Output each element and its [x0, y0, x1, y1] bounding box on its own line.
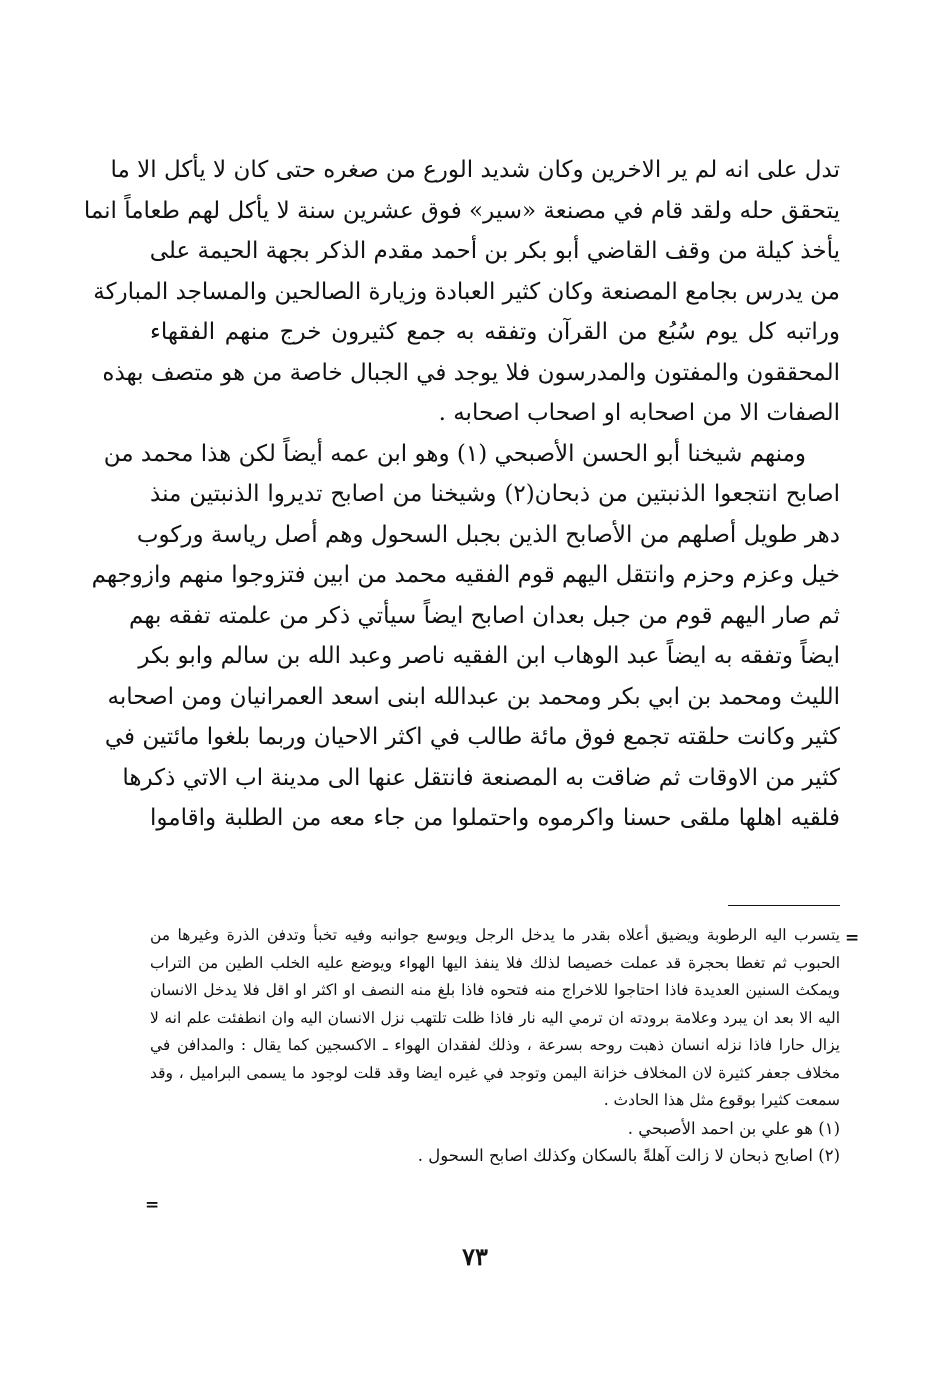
- footnote-1: (١) هو علي بن احمد الأصبحي .: [627, 1118, 840, 1138]
- text-line: دهر طويل أصلهم من الأصابح الذين بجبل السحول وهم أصل رياسة وركوب: [136, 521, 840, 548]
- text-line: اصابح انتجعوا الذنبتين من ذبحان(٢) وشيخنا من اصابح تديروا الذنبتين منذ: [150, 481, 840, 507]
- footnote-line: سمعت كثيرا بوقوع مثل هذا الحادث .: [603, 1091, 840, 1109]
- text-line: كثير وكانت حلقته تجمع فوق مائة طالب في اكثر الاحيان وربما بلغوا مائتين في: [104, 724, 840, 750]
- text-line: كثير من الاوقات ثم ضاقت به المصنعة فانتقل عنها الى مدينة اب الاتي ذكرها: [122, 764, 840, 791]
- footnotes-block: [150, 922, 840, 1170]
- footnote-line: يتسرب اليه الرطوبة ويضيق أعلاه بقدر ما يدخل الرجل ويوسع جوانبه وفيه تخبأ وتدفن الذرة وغيرها من: [150, 926, 840, 944]
- text-line: من يدرس بجامع المصنعة وكان كثير العبادة وزيارة الصالحين والمساجد المباركة: [93, 278, 840, 305]
- footnote-line: اليه الا بعد ان يبرد وعلامة برودته ان ترمي اليه نار فاذا ظلت تلتهب نزل الانسان اليه وان انطفئت علم انه لا: [150, 1008, 840, 1027]
- text-line: ايضاً وتفقه به ايضاً عبد الوهاب ابن الفقيه ناصر وعبد الله بن سالم وابو بكر: [138, 643, 840, 669]
- footnote-separator: [728, 905, 840, 906]
- footnote-line: الحبوب ثم تغطا بحجرة قد عملت خصيصا لذلك فلا ينفذ اليها الهواء ويوضع عليه الخلب الطين من التراب: [150, 953, 840, 972]
- text-line: المحققون والمفتون والمدرسون فلا يوجد في الجبال خاصة من هو متصف بهذه: [102, 359, 840, 386]
- main-text-block: [83, 150, 841, 839]
- text-line: خيل وعزم وحزم وانتقل اليهم قوم الفقيه محمد من ابين فتزوجوا منهم وازوجهم: [91, 562, 840, 588]
- text-line: تدل على انه لم ير الاخرين وكان شديد الورع من صغره حتى كان لا يأكل الا ما: [110, 157, 840, 183]
- footnote-2: (٢) اصابح ذبحان لا زالت آهلةً بالسكان وكذلك اصابح السحول .: [417, 1146, 840, 1165]
- text-line: وراتبه كل يوم سُبُع من القرآن وتفقه به جمع كثيرون خرج منهم الفقهاء: [150, 319, 840, 345]
- page-number: ٧٣: [462, 1242, 488, 1271]
- text-line: يأخذ كيلة من وقف القاضي أبو بكر بن أحمد مقدم الذكر بجهة الحيمة على: [149, 238, 840, 264]
- footnote-line: ويمكث السنين العديدة فاذا احتاجوا للاخراج منه فتحوه فاذا بلغ منه النصف او اكثر او اقل فلا يدخل الانسان: [150, 981, 840, 999]
- text-line: فلقيه اهلها ملقى حسنا واكرموه واحتملوا من جاء معه من الطلبة واقاموا: [150, 805, 841, 831]
- footnote-continues-marker: =: [145, 1195, 160, 1215]
- text-line: يتحقق حله ولقد قام في مصنعة «سير» فوق عشرين سنة لا يأكل لهم طعاماً انما: [83, 197, 840, 224]
- footnote-line: يزال حارا فاذا نزله انسان ذهبت روحه بسرعة ، وذلك لفقدان الهواء ـ الاكسجين كما يقال : والمدافن في: [150, 1036, 840, 1054]
- text-line: ثم صار اليهم قوم من جبل بعدان اصابح ايضاً سيأتي ذكر من علمته تفقه بهم: [129, 602, 840, 629]
- footnote-line: مخلاف جعفر كثيرة لان المخلاف خزانة اليمن وتوجد في غيره ايضا وقد قلت لوجود ما يسمى البراميل ، وقد: [150, 1063, 840, 1082]
- footnote-continued-marker: =: [845, 928, 860, 948]
- text-line: الصفات الا من اصحابه او اصحاب اصحابه .: [438, 400, 840, 426]
- text-line: ومنهم شيخنا أبو الحسن الأصبحي (١) وهو ابن عمه أيضاً لكن هذا محمد من: [103, 440, 806, 467]
- text-line: الليث ومحمد بن ابي بكر ومحمد بن عبدالله ابنى اسعد العمرانيان ومن اصحابه: [107, 683, 840, 710]
